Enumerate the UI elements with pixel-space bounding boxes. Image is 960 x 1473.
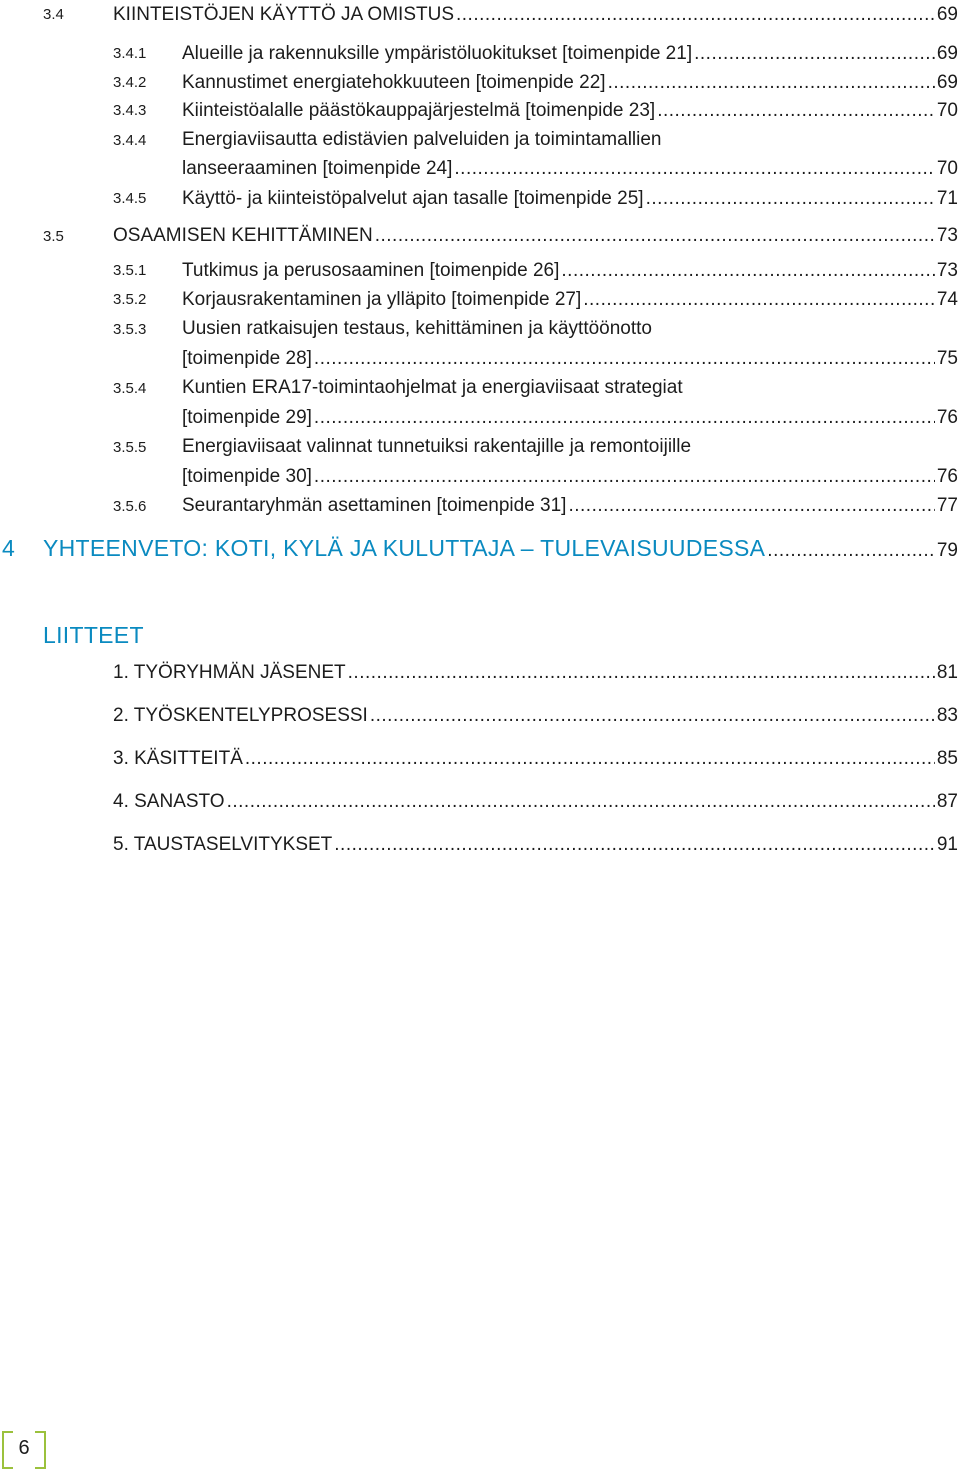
appendix-title: 3. KÄSITTEITÄ [113, 748, 243, 769]
toc-title: Korjausrakentaminen ja ylläpito [toimenpide 27] [182, 289, 582, 310]
toc-number-3-5-2: 3.5.2 [113, 291, 147, 308]
toc-number-3-4-5: 3.4.5 [113, 190, 147, 207]
leader-dots [454, 157, 934, 181]
appendices-heading: LIITTEET [43, 622, 144, 648]
toc-title: Kiinteistöalalle päästökauppajärjestelmä [toimenpide 23] [182, 100, 656, 121]
appendix-title: 4. SANASTO [113, 791, 225, 812]
leader-dots [314, 347, 935, 371]
toc-number-3-4: 3.4 [43, 6, 64, 23]
toc-page-number: 74 [936, 289, 958, 310]
toc-title-line1: Kuntien ERA17-toimintaohjelmat ja energiaviisaat strategiat [182, 377, 683, 398]
appendix-title: 5. TAUSTASELVITYKSET [113, 834, 333, 855]
right-bracket-icon [35, 1431, 46, 1469]
appendix-page-number: 81 [936, 662, 958, 683]
toc-title-line1: Uusien ratkaisujen testaus, kehittäminen ja käyttöönotto [182, 318, 652, 339]
toc-page-number: 69 [936, 4, 958, 25]
toc-title-line2: lanseeraaminen [toimenpide 24] [182, 158, 453, 179]
toc-page-number: 77 [936, 495, 958, 516]
toc-entry-3-4[interactable] [113, 3, 958, 27]
toc-entry-3-5-2[interactable] [182, 288, 958, 312]
leader-dots [370, 704, 935, 728]
toc-number-3-5-4: 3.5.4 [113, 380, 147, 397]
toc-title: Käyttö- ja kiinteistöpalvelut ajan tasalle [toimenpide 25] [182, 188, 644, 209]
appendix-entry-2[interactable] [113, 704, 958, 728]
toc-entry-4[interactable] [43, 536, 958, 563]
toc-title: YHTEENVETO: KOTI, KYLÄ JA KULUTTAJA – TULEVAISUUDESSA [43, 535, 766, 561]
page-number-badge [2, 1431, 46, 1467]
toc-page-number: 76 [936, 466, 958, 487]
toc-page-number: 73 [936, 225, 958, 246]
toc-entry-3-5-6[interactable] [182, 494, 958, 518]
toc-page-number: 70 [936, 100, 958, 121]
leader-dots [561, 259, 934, 283]
leader-dots [334, 833, 935, 857]
toc-entry-3-5[interactable] [113, 224, 958, 248]
leader-dots [694, 42, 935, 66]
toc-number-3-4-4: 3.4.4 [113, 132, 147, 149]
leader-dots [583, 288, 935, 312]
toc-title-line2: [toimenpide 30] [182, 466, 312, 487]
toc-number-3-5-3: 3.5.3 [113, 321, 147, 338]
appendix-page-number: 87 [936, 791, 958, 812]
page-number: 6 [18, 1437, 30, 1459]
appendix-page-number: 85 [936, 748, 958, 769]
toc-title: Kannustimet energiatehokkuuteen [toimenpide 22] [182, 72, 606, 93]
toc-page-number: 71 [936, 188, 958, 209]
toc-number-4: 4 [2, 535, 16, 561]
toc-title: OSAAMISEN KEHITTÄMINEN [113, 225, 373, 246]
appendix-title: 2. TYÖSKENTELYPROSESSI [113, 705, 368, 726]
toc-page-number: 69 [936, 72, 958, 93]
toc-number-3-4-1: 3.4.1 [113, 45, 147, 62]
toc-title: Alueille ja rakennuksille ympäristöluokitukset [toimenpide 21] [182, 43, 693, 64]
toc-entry-3-5-5[interactable] [182, 465, 958, 489]
toc-title: KIINTEISTÖJEN KÄYTTÖ JA OMISTUS [113, 4, 454, 25]
toc-entry-3-4-4[interactable] [182, 157, 958, 181]
toc-number-3-5: 3.5 [43, 228, 64, 245]
toc-page-number: 70 [936, 158, 958, 179]
toc-title-line1: Energiaviisautta edistävien palveluiden ja toimintamallien [182, 129, 662, 150]
toc-page-number: 76 [936, 407, 958, 428]
leader-dots [314, 465, 935, 489]
toc-number-3-5-5: 3.5.5 [113, 439, 147, 456]
toc-title: Seurantaryhmän asettaminen [toimenpide 31] [182, 495, 567, 516]
leader-dots [657, 99, 935, 123]
toc-title-line2: [toimenpide 28] [182, 348, 312, 369]
toc-page-number: 69 [936, 43, 958, 64]
toc-page-number: 75 [936, 348, 958, 369]
leader-dots [568, 494, 934, 518]
appendix-entry-5[interactable] [113, 833, 958, 857]
appendix-entry-4[interactable] [113, 790, 958, 814]
leader-dots [245, 747, 935, 771]
toc-title-line1: Energiaviisaat valinnat tunnetuiksi rakentajille ja remontoijille [182, 436, 692, 457]
toc-entry-3-4-5[interactable] [182, 187, 958, 211]
appendix-entry-1[interactable] [113, 661, 958, 685]
toc-entry-3-5-1[interactable] [182, 259, 958, 283]
leader-dots [375, 224, 935, 248]
leader-dots [767, 539, 935, 563]
toc-title-line2: [toimenpide 29] [182, 407, 312, 428]
appendix-page-number: 91 [936, 834, 958, 855]
toc-title: Tutkimus ja perusosaaminen [toimenpide 26] [182, 260, 560, 281]
toc-page-number: 73 [936, 260, 958, 281]
toc-entry-3-4-3[interactable] [182, 99, 958, 123]
toc-entry-3-5-3[interactable] [182, 347, 958, 371]
toc-entry-3-5-4[interactable] [182, 406, 958, 430]
appendix-title: 1. TYÖRYHMÄN JÄSENET [113, 662, 346, 683]
appendix-entry-3[interactable] [113, 747, 958, 771]
leader-dots [456, 3, 935, 27]
toc-page-number: 79 [936, 540, 958, 561]
toc-number-3-4-2: 3.4.2 [113, 74, 147, 91]
leader-dots [646, 187, 935, 211]
toc-number-3-5-1: 3.5.1 [113, 262, 147, 279]
leader-dots [314, 406, 935, 430]
leader-dots [227, 790, 935, 814]
toc-number-3-4-3: 3.4.3 [113, 102, 147, 119]
leader-dots [348, 661, 935, 685]
toc-entry-3-4-2[interactable] [182, 71, 958, 95]
toc-number-3-5-6: 3.5.6 [113, 498, 147, 515]
appendix-page-number: 83 [936, 705, 958, 726]
toc-entry-3-4-1[interactable] [182, 42, 958, 66]
leader-dots [608, 71, 935, 95]
